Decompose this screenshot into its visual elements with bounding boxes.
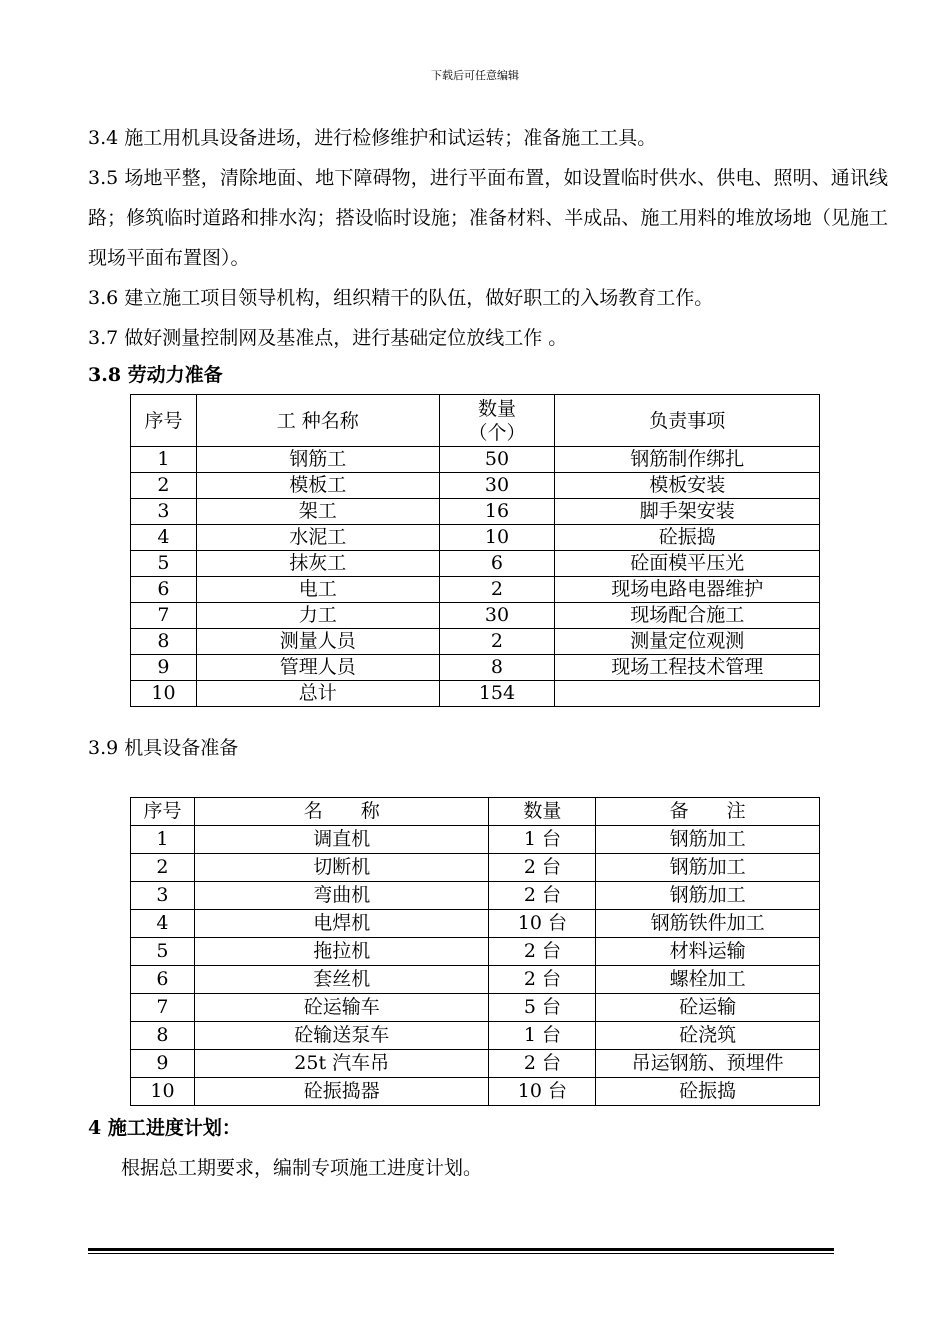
table-cell: 2 台 [489,882,596,910]
table-cell: 1 [131,826,195,854]
table-row [131,826,820,854]
equipment-table-header [131,798,820,826]
table-cell: 总计 [196,681,439,707]
table-cell: 吊运钢筋、预埋件 [596,1050,820,1078]
section-3-8-heading: 3.8 劳动力准备 [88,364,223,386]
footer-rule-thick [88,1248,834,1251]
table-cell: 10 [131,1078,195,1106]
table-cell: 材料运输 [596,938,820,966]
section-3-5: 3.5 场地平整，清除地面、地下障碍物，进行平面布置，如设置临时供水、供电、照明、通讯线路；修筑临时道路和排水沟；搭设临时设施；准备材料、半成品、施工用料的堆放场地（见施工现场平面布置图）。 [88,167,888,269]
table-cell: 测量定位观测 [555,629,820,655]
header-cell: 序号 [131,395,197,447]
table-cell: 现场电路电器维护 [555,577,820,603]
table-cell: 4 [131,910,195,938]
table-cell: 2 台 [489,966,596,994]
header-note: 下载后可任意编辑 [431,69,519,82]
table-row [131,966,820,994]
table-row [131,994,820,1022]
table-cell: 7 [131,994,195,1022]
table-cell: 电工 [196,577,439,603]
table-row [131,681,820,707]
table-cell: 现场工程技术管理 [555,655,820,681]
table-cell: 25t 汽车吊 [194,1050,489,1078]
table-row [131,525,820,551]
table-cell: 砼输送泵车 [194,1022,489,1050]
table-cell: 脚手架安装 [555,499,820,525]
table-cell: 测量人员 [196,629,439,655]
table-cell: 弯曲机 [194,882,489,910]
table-cell: 4 [131,525,197,551]
table-cell: 8 [439,655,555,681]
table-cell: 2 [439,577,555,603]
table-cell: 10 [131,681,197,707]
table-cell: 9 [131,655,197,681]
table-row [131,938,820,966]
table-cell: 现场配合施工 [555,603,820,629]
table-cell: 钢筋加工 [596,854,820,882]
table-cell: 钢筋铁件加工 [596,910,820,938]
table-cell: 砼振捣 [555,525,820,551]
table-cell: 拖拉机 [194,938,489,966]
section-3-9-heading: 3.9 机具设备准备 [88,737,239,759]
section-3-6: 3.6 建立施工项目领导机构，组织精干的队伍，做好职工的入场教育工作。 [88,287,714,309]
table-row [131,854,820,882]
table-cell: 6 [131,966,195,994]
table-cell: 电焊机 [194,910,489,938]
table-cell: 50 [439,447,555,473]
table-row [131,910,820,938]
table-cell [555,681,820,707]
table-row [131,551,820,577]
table-cell: 2 台 [489,854,596,882]
labor-table-header [131,395,820,447]
table-cell: 7 [131,603,197,629]
table-cell: 154 [439,681,555,707]
table-cell: 架工 [196,499,439,525]
table-cell: 5 [131,938,195,966]
table-cell: 砼运输 [596,994,820,1022]
table-cell: 3 [131,499,197,525]
header-cell: 备 注 [596,798,820,826]
table-cell: 力工 [196,603,439,629]
table-cell: 螺栓加工 [596,966,820,994]
table-row [131,577,820,603]
header-cell: 工 种名称 [196,395,439,447]
table-row [131,629,820,655]
table-row [131,499,820,525]
table-cell: 6 [439,551,555,577]
header-cell [439,395,555,447]
table-cell: 16 [439,499,555,525]
table-cell: 钢筋加工 [596,882,820,910]
table-row [131,882,820,910]
table-cell: 砼运输车 [194,994,489,1022]
table-cell: 2 台 [489,938,596,966]
header-cell: 名 称 [194,798,489,826]
labor-table [130,394,820,707]
table-cell: 6 [131,577,197,603]
section-3-7: 3.7 做好测量控制网及基准点，进行基础定位放线工作 。 [88,327,568,349]
table-cell: 1 台 [489,1022,596,1050]
table-cell: 抹灰工 [196,551,439,577]
table-row [131,1078,820,1106]
table-cell: 套丝机 [194,966,489,994]
table-cell: 砼面模平压光 [555,551,820,577]
equipment-table [130,797,820,1106]
table-cell: 1 [131,447,197,473]
table-cell: 2 [131,854,195,882]
table-cell: 8 [131,1022,195,1050]
table-cell: 砼振捣器 [194,1078,489,1106]
table-row [131,603,820,629]
table-cell: 调直机 [194,826,489,854]
section-4-heading: 4 施工进度计划： [88,1117,241,1139]
header-cell: 序号 [131,798,195,826]
table-cell: 模板安装 [555,473,820,499]
table-cell: 砼浇筑 [596,1022,820,1050]
table-cell: 5 台 [489,994,596,1022]
section-3-4: 3.4 施工用机具设备进场，进行检修维护和试运转；准备施工工具。 [88,127,657,149]
table-row [131,1050,820,1078]
table-cell: 3 [131,882,195,910]
section-4-text: 根据总工期要求，编制专项施工进度计划。 [121,1157,483,1179]
table-cell: 砼振捣 [596,1078,820,1106]
table-cell: 2 [131,473,197,499]
table-cell: 9 [131,1050,195,1078]
table-row [131,473,820,499]
table-cell: 模板工 [196,473,439,499]
table-cell: 30 [439,473,555,499]
table-cell: 切断机 [194,854,489,882]
table-cell: 水泥工 [196,525,439,551]
table-cell: 10 台 [489,910,596,938]
table-row [131,655,820,681]
table-cell: 10 台 [489,1078,596,1106]
header-cell: 负责事项 [555,395,820,447]
table-cell: 1 台 [489,826,596,854]
table-row [131,1022,820,1050]
table-cell: 5 [131,551,197,577]
table-cell: 钢筋加工 [596,826,820,854]
header-cell-line: 数量 [477,397,516,420]
table-cell: 8 [131,629,197,655]
table-cell: 2 [439,629,555,655]
table-cell: 2 台 [489,1050,596,1078]
header-cell-line: （个） [468,421,526,444]
table-row [131,447,820,473]
table-cell: 30 [439,603,555,629]
table-cell: 钢筋工 [196,447,439,473]
table-cell: 10 [439,525,555,551]
table-cell: 管理人员 [196,655,439,681]
table-cell: 钢筋制作绑扎 [555,447,820,473]
header-cell: 数量 [489,798,596,826]
footer-rule-thin [88,1253,834,1254]
